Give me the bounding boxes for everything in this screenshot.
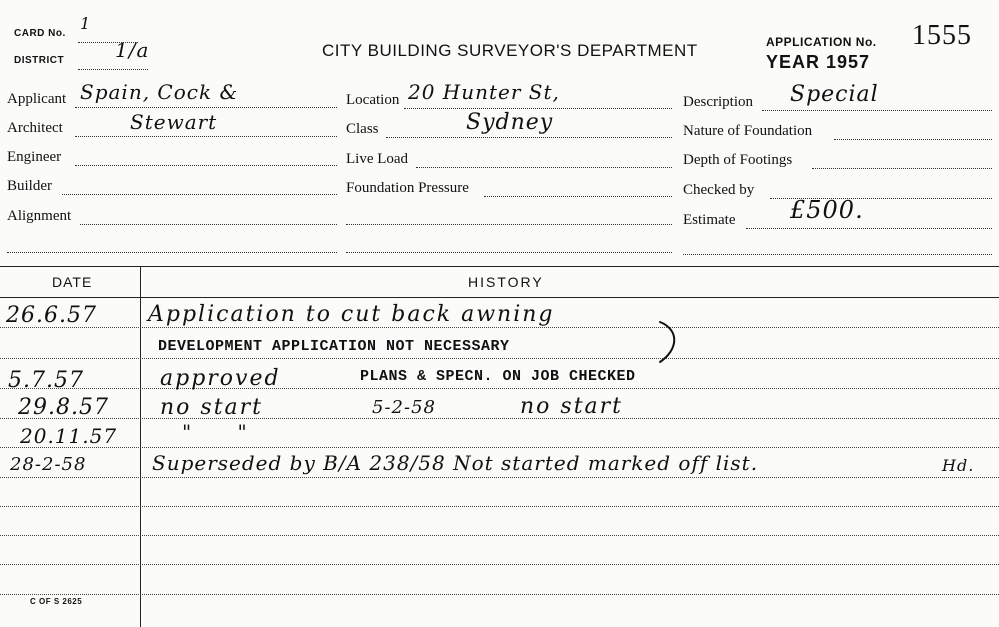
architect-label: Architect bbox=[7, 120, 63, 136]
estimate-label: Estimate bbox=[683, 212, 736, 228]
foundation-pressure-label: Foundation Pressure bbox=[346, 180, 469, 196]
history-note-date: 5-2-58 bbox=[372, 397, 436, 418]
estimate-value: £500. bbox=[790, 196, 864, 224]
application-number-label: APPLICATION No. bbox=[766, 35, 877, 49]
engineer-label: Engineer bbox=[7, 149, 62, 165]
history-date: 28-2-58 bbox=[10, 454, 87, 475]
table-top-rule bbox=[0, 266, 999, 267]
history-text: " " bbox=[182, 420, 267, 444]
history-text: Application to cut back awning bbox=[148, 302, 555, 327]
history-date: 20.11.57 bbox=[20, 424, 118, 448]
description-value: Special bbox=[790, 82, 879, 107]
card-no-label: CARD No. bbox=[14, 28, 66, 39]
location-label: Location bbox=[346, 92, 400, 108]
history-stamp: DEVELOPMENT APPLICATION NOT NECESSARY bbox=[158, 338, 510, 355]
history-text: Superseded by B/A 238/58 Not started marked off list. bbox=[152, 451, 759, 475]
builder-label: Builder bbox=[7, 178, 52, 194]
application-number: 1555 bbox=[912, 20, 972, 51]
nature-of-foundation-label: Nature of Foundation bbox=[683, 123, 813, 139]
description-label: Description bbox=[683, 94, 753, 110]
live-load-label: Live Load bbox=[346, 151, 409, 167]
depth-of-footings-label: Depth of Footings bbox=[683, 152, 793, 168]
history-text: approved bbox=[160, 366, 281, 391]
awning-flourish bbox=[640, 320, 690, 370]
history-note: no start bbox=[520, 394, 624, 419]
card-no-value: 1 bbox=[80, 14, 92, 33]
class-label: Class bbox=[346, 121, 379, 137]
location-value: 20 Hunter St, bbox=[408, 80, 560, 104]
history-date: 29.8.57 bbox=[18, 395, 109, 420]
department-title: CITY BUILDING SURVEYOR'S DEPARTMENT bbox=[322, 41, 698, 60]
class-value: Sydney bbox=[466, 110, 554, 135]
form-code: C OF S 2625 bbox=[30, 597, 83, 606]
history-text: no start bbox=[160, 395, 264, 420]
district-value: 1/a bbox=[115, 38, 150, 62]
checked-by-label: Checked by bbox=[683, 182, 755, 198]
date-column-header: DATE bbox=[52, 274, 93, 290]
history-date: 26.6.57 bbox=[6, 303, 97, 328]
architect-value: Stewart bbox=[130, 110, 218, 134]
history-stamp: PLANS & SPECN. ON JOB CHECKED bbox=[360, 368, 636, 385]
district-label: DISTRICT bbox=[14, 55, 65, 66]
alignment-label: Alignment bbox=[7, 208, 72, 224]
applicant-label: Applicant bbox=[7, 91, 67, 107]
history-initials: Hd. bbox=[942, 456, 975, 475]
year-label: YEAR 1957 bbox=[766, 52, 871, 72]
history-column-header: HISTORY bbox=[468, 274, 544, 290]
header-bottom-rule bbox=[0, 297, 999, 298]
history-date: 5.7.57 bbox=[8, 368, 84, 393]
applicant-value: Spain, Cock & bbox=[80, 80, 239, 104]
